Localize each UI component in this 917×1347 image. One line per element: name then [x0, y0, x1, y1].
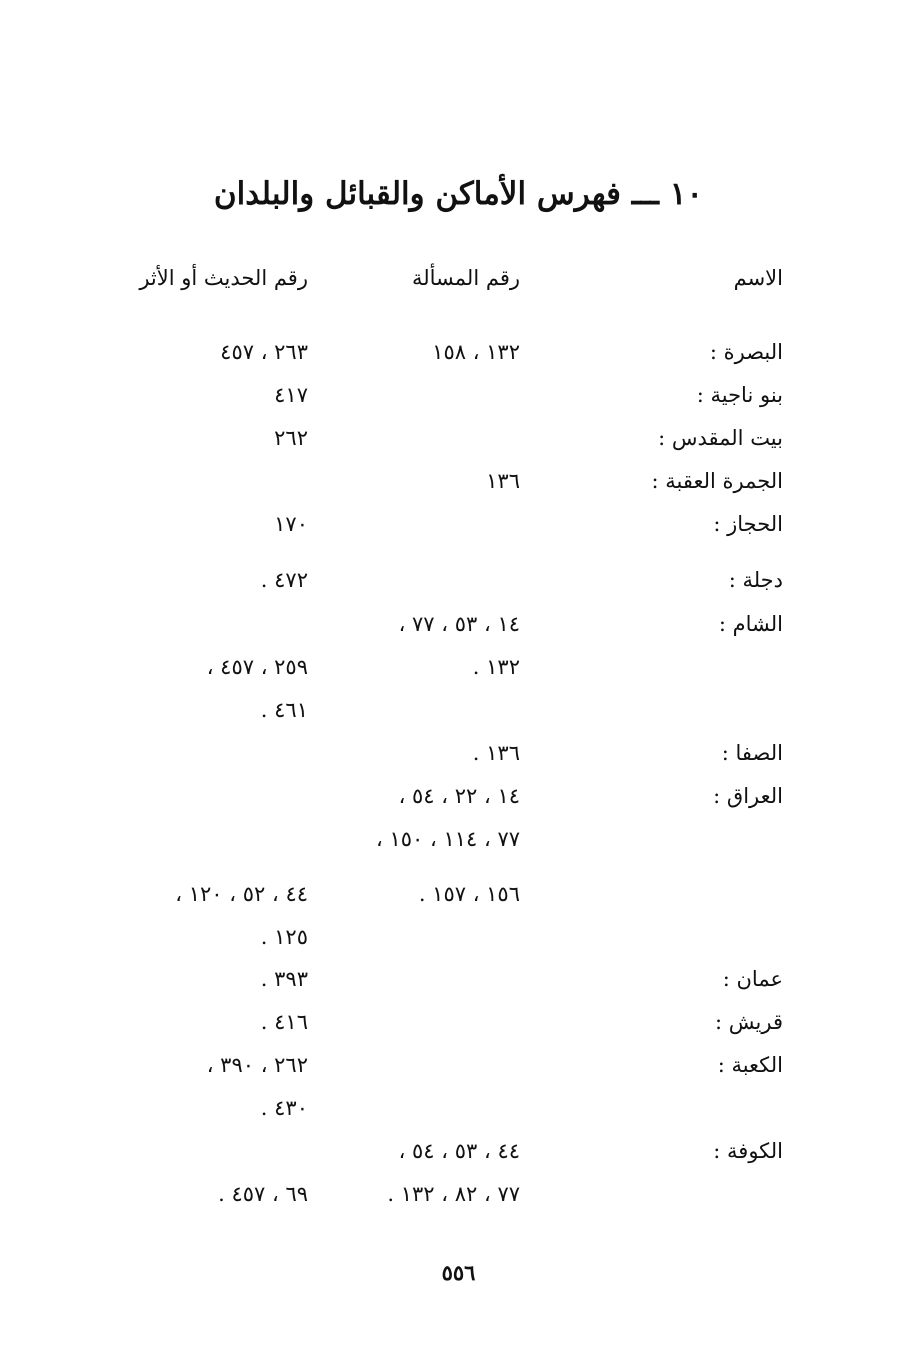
entry-hadith: ٤٧٢ .	[260, 568, 308, 592]
entry-name: الصفا :	[721, 741, 783, 765]
entry-name: الشام :	[718, 612, 783, 636]
entry-hadith: ٤٤ ، ٥٢ ، ١٢٠ ،	[175, 882, 308, 906]
entry-issues: ٧٧ ، ١١٤ ، ١٥٠ ،	[376, 827, 520, 851]
entry-hadith: ٤٦١ .	[260, 698, 308, 722]
entry-name: دجلة :	[728, 568, 783, 592]
entry-name: عمان :	[722, 967, 783, 991]
entry-hadith: ٢٦٣ ، ٤٥٧	[220, 340, 308, 364]
entry-issues: ١٣٦	[486, 469, 520, 493]
entry-hadith: ٢٦٢ ، ٣٩٠ ،	[206, 1053, 308, 1077]
entry-issues: ١٥٦ ، ١٥٧ .	[418, 882, 520, 906]
entry-name: الحجاز :	[713, 512, 783, 536]
entry-hadith: ٤١٦ .	[260, 1010, 308, 1034]
entry-name: الكوفة :	[713, 1139, 783, 1163]
entry-hadith: ٢٦٢	[274, 426, 308, 450]
entry-hadith: ٤١٧	[274, 383, 308, 407]
entry-name: الجمرة العقبة :	[651, 469, 783, 493]
page-title: ١٠ ـــ فهرس الأماكن والقبائل والبلدان	[213, 176, 704, 212]
entry-hadith: ١٧٠	[274, 512, 308, 536]
header-hadith-number: رقم الحديث أو الأثر	[139, 266, 308, 290]
entry-name: بنو ناجية :	[696, 383, 783, 407]
entry-name: البصرة :	[709, 340, 783, 364]
entry-name: العراق :	[713, 784, 783, 808]
entry-name: الكعبة :	[717, 1053, 783, 1077]
entry-name: قريش :	[715, 1010, 783, 1034]
entry-hadith: ٣٩٣ .	[260, 967, 308, 991]
entry-issues: ٧٧ ، ٨٢ ، ١٣٢ .	[387, 1182, 520, 1206]
entry-name: بيت المقدس :	[658, 426, 783, 450]
page-number: ٥٥٦	[441, 1260, 476, 1285]
entry-hadith: ٤٣٠ .	[260, 1096, 308, 1120]
entry-issues: ١٣٦ .	[472, 741, 520, 765]
header-issue-number: رقم المسألة	[412, 266, 520, 290]
entry-issues: ٤٤ ، ٥٣ ، ٥٤ ،	[398, 1139, 520, 1163]
entry-hadith: ٦٩ ، ٤٥٧ .	[218, 1182, 308, 1206]
header-name: الاسم	[733, 266, 783, 290]
entry-hadith: ١٢٥ .	[260, 925, 308, 949]
entry-hadith: ٢٥٩ ، ٤٥٧ ،	[206, 655, 308, 679]
entry-issues: ١٤ ، ٥٣ ، ٧٧ ،	[398, 612, 520, 636]
entry-issues: ١٤ ، ٢٢ ، ٥٤ ،	[398, 784, 520, 808]
entry-issues: ١٣٢ ، ١٥٨	[432, 340, 520, 364]
entry-issues: ١٣٢ .	[472, 655, 520, 679]
